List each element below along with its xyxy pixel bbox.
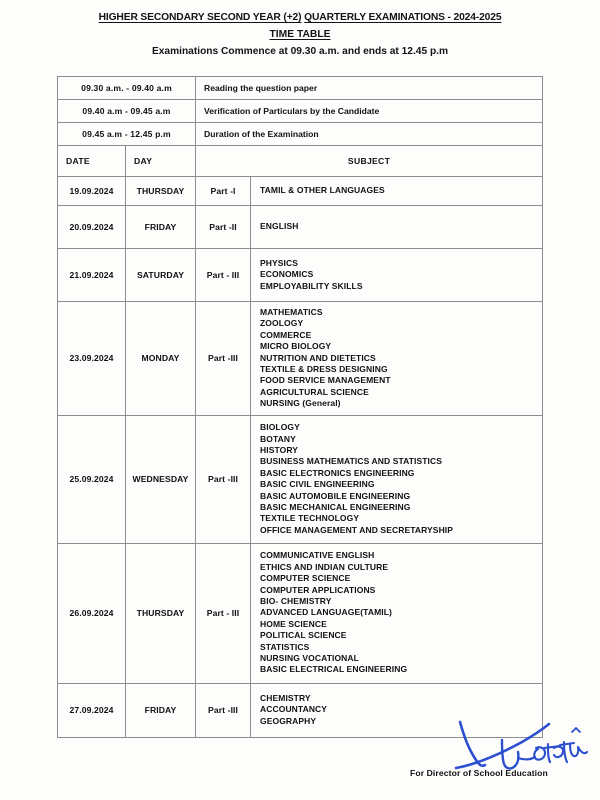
timing-description: Duration of the Examination: [196, 123, 543, 146]
signature-label: For Director of School Education: [410, 768, 548, 778]
cell-part: Part - III: [196, 249, 251, 302]
subject-item: PHYSICS: [260, 257, 299, 268]
subject-item: TAMIL & OTHER LANGUAGES: [260, 185, 385, 196]
cell-subjects: [251, 543, 543, 683]
subject-item: CHEMISTRY: [260, 693, 311, 704]
page-subtitle: [0, 27, 600, 43]
subject-item: STATISTICS: [260, 641, 310, 652]
cell-part: Part - III: [196, 543, 251, 683]
table-row: [58, 177, 543, 206]
cell-day: THURSDAY: [126, 543, 196, 683]
cell-part: Part -II: [196, 206, 251, 249]
table-row: [58, 415, 543, 543]
subject-item: COMPUTER APPLICATIONS: [260, 584, 376, 595]
subject-item: POLITICAL SCIENCE: [260, 630, 347, 641]
column-header-subject: SUBJECT: [196, 146, 543, 177]
cell-subjects: [251, 206, 543, 249]
cell-date: 26.09.2024: [58, 543, 126, 683]
cell-day: MONDAY: [126, 302, 196, 416]
subject-item: ZOOLOGY: [260, 318, 304, 329]
cell-subjects: [251, 249, 543, 302]
subject-item: COMMERCE: [260, 329, 312, 340]
subject-item: TEXTILE & DRESS DESIGNING: [260, 364, 388, 375]
subject-item: ADVANCED LANGUAGE(TAMIL): [260, 607, 392, 618]
timing-time: 09.40 a.m - 09.45 a.m: [58, 100, 196, 123]
subject-item: OFFICE MANAGEMENT AND SECRETARYSHIP: [260, 524, 454, 535]
cell-date: 23.09.2024: [58, 302, 126, 416]
subject-item: BASIC ELECTRONICS ENGINEERING: [260, 467, 415, 478]
subject-item: BIO- CHEMISTRY: [260, 596, 332, 607]
exam-timing-note: Examinations Commence at 09.30 a.m. and ends at 12.45 p.m: [151, 46, 449, 57]
cell-date: 25.09.2024: [58, 415, 126, 543]
cell-day: WEDNESDAY: [126, 415, 196, 543]
subject-item: ECONOMICS: [260, 269, 314, 280]
cell-date: 27.09.2024: [58, 683, 126, 737]
cell-date: 20.09.2024: [58, 206, 126, 249]
cell-part: Part -III: [196, 683, 251, 737]
subject-item: GEOGRAPHY: [260, 715, 317, 726]
subject-item: ETHICS AND INDIAN CULTURE: [260, 561, 389, 572]
column-header-day: DAY: [126, 146, 196, 177]
cell-day: SATURDAY: [126, 249, 196, 302]
subject-item: NURSING VOCATIONAL: [260, 653, 359, 664]
timing-time: 09.30 a.m. - 09.40 a.m: [58, 77, 196, 100]
timing-row: [58, 100, 543, 123]
table-row: [58, 249, 543, 302]
timing-time: 09.45 a.m - 12.45 p.m: [58, 123, 196, 146]
subject-item: NURSING (General): [260, 398, 341, 409]
signature-area: [0, 715, 600, 800]
subject-item: BOTANY: [260, 433, 296, 444]
subtitle-text: TIME TABLE: [269, 29, 331, 40]
cell-subjects: [251, 302, 543, 416]
timing-description: Verification of Particulars by the Candidate: [196, 100, 543, 123]
subject-item: FOOD SERVICE MANAGEMENT: [260, 375, 391, 386]
cell-date: 19.09.2024: [58, 177, 126, 206]
cell-day: FRIDAY: [126, 206, 196, 249]
cell-part: Part -I: [196, 177, 251, 206]
table-row: [58, 206, 543, 249]
timing-row: [58, 123, 543, 146]
table-header-row: [58, 146, 543, 177]
cell-subjects: [251, 177, 543, 206]
subject-item: BUSINESS MATHEMATICS AND STATISTICS: [260, 456, 443, 467]
subject-item: BASIC ELECTRICAL ENGINEERING: [260, 664, 408, 675]
timing-row: [58, 77, 543, 100]
subject-item: BASIC MECHANICAL ENGINEERING: [260, 501, 411, 512]
subject-item: ACCOUNTANCY: [260, 704, 328, 715]
subject-item: HISTORY: [260, 444, 299, 455]
timetable: [57, 76, 543, 738]
subject-item: BASIC CIVIL ENGINEERING: [260, 479, 375, 490]
cell-date: 21.09.2024: [58, 249, 126, 302]
subject-item: COMMUNICATIVE ENGLISH: [260, 550, 375, 561]
page-title: [0, 11, 600, 24]
subject-item: BIOLOGY: [260, 422, 300, 433]
cell-day: THURSDAY: [126, 177, 196, 206]
subject-item: AGRICULTURAL SCIENCE: [260, 386, 369, 397]
timetable-container: [57, 76, 542, 738]
subject-item: COMPUTER SCIENCE: [260, 573, 351, 584]
subject-item: TEXTILE TECHNOLOGY: [260, 513, 360, 524]
title-segment-institution: HIGHER SECONDARY SECOND YEAR (+2): [98, 12, 302, 23]
cell-part: Part -III: [196, 302, 251, 416]
document-heading: [0, 11, 600, 59]
subject-item: NUTRITION AND DIETETICS: [260, 352, 376, 363]
subject-item: MICRO BIOLOGY: [260, 341, 332, 352]
subject-item: MATHEMATICS: [260, 307, 323, 317]
column-header-date: DATE: [58, 146, 126, 177]
cell-day: FRIDAY: [126, 683, 196, 737]
table-row: [58, 302, 543, 416]
cell-part: Part -III: [196, 415, 251, 543]
subject-item: HOME SCIENCE: [260, 618, 327, 629]
timing-description: Reading the question paper: [196, 77, 543, 100]
cell-subjects: [251, 415, 543, 543]
subject-item: ENGLISH: [260, 221, 299, 232]
table-row: [58, 543, 543, 683]
subject-item: BASIC AUTOMOBILE ENGINEERING: [260, 490, 411, 501]
title-segment-exam: QUARTERLY EXAMINATIONS - 2024-2025: [304, 12, 502, 23]
subject-item: EMPLOYABILITY SKILLS: [260, 280, 363, 291]
